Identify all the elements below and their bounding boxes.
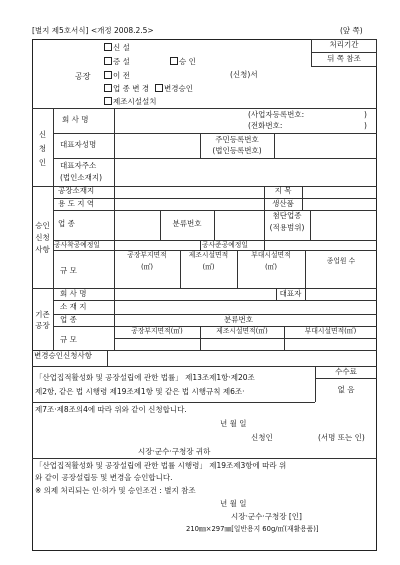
aux-area-unit: (㎡) (264, 263, 278, 271)
page-side-label: (앞 쪽) (340, 26, 363, 35)
representative-label: 대표자성명 (60, 140, 97, 149)
site-area-unit: (㎡) (140, 263, 154, 271)
approval-line-3: ※ 의제 처리되는 인·허가 및 승인조건 : 별지 참조 (35, 486, 196, 495)
mfg-area-unit: (㎡) (202, 263, 215, 271)
checkbox[interactable] (104, 97, 112, 105)
processing-period-value: 뒤 쪽 참조 (327, 54, 361, 63)
resident-id-label: 주민등록번호 (215, 135, 259, 144)
checkbox[interactable] (104, 57, 112, 65)
declaration-line-1: 「산업집적활성화 및 공장설립에 관한 법률」 제13조제1항·제20조 (35, 373, 255, 382)
existing-factory-section-label: 기존 공장 (35, 310, 50, 330)
fee-value: 없 음 (337, 385, 355, 394)
construction-end-label: 공사준공예정일 (202, 241, 248, 249)
factory-location-label: 공장소재지 (58, 186, 95, 195)
existing-classification-label: 분류번호 (224, 315, 253, 324)
existing-site-area-label: 공장부지면적(㎡) (131, 327, 183, 335)
checkbox[interactable] (104, 43, 112, 51)
employees-label: 종업원 수 (326, 257, 356, 265)
paper-spec-footer: 210㎜×297㎜[일반용지 60g/㎡(재활용품)] (186, 525, 319, 533)
product-label: 생산품 (272, 199, 294, 208)
mfg-area-label: 제조시설면적 (188, 251, 229, 259)
approval-issuer: 시장·군수·구청장 [인] (231, 512, 302, 521)
applicable-range-label: (적용범위) (269, 223, 305, 232)
processing-period-label: 처리기간 (329, 40, 359, 49)
option-relocate[interactable]: 이 전 (104, 71, 130, 81)
corp-id-label: (법인등록번호) (212, 146, 262, 155)
declaration-line-3: 제7조·제8조의4에 따라 위와 같이 신청합니다. (35, 405, 187, 414)
site-area-label: 공장부지면적 (127, 251, 167, 259)
construction-start-label: 공사착공예정일 (54, 241, 100, 249)
approval-line-1: 「산업집적활성화 및 공장설립에 관한 법률 시행령」 제19조제3항에 따라 위 (35, 461, 287, 470)
approval-section-label: 승인 신청 사항 (35, 221, 50, 254)
option-approve[interactable]: 승 인 (170, 57, 196, 67)
classification-label: 분류번호 (172, 219, 202, 228)
existing-aux-area-label: 부대시설면적(㎡) (304, 327, 357, 335)
form-number: [별지 제5호서식] <개정 2008.2.5> (32, 26, 154, 35)
corp-address-label: (법인소재지) (60, 173, 103, 182)
zoning-label: 용 도 지 역 (58, 199, 95, 208)
approval-date: 년 월 일 (220, 499, 247, 508)
applicant-section-label: 신 청 인 (38, 130, 47, 167)
existing-company-label: 회 사 명 (60, 289, 87, 298)
applicant-signature-label: 신청인 (251, 433, 273, 442)
approval-line-2: 와 같이 공장설립등 및 변경을 승인합니다. (35, 473, 173, 482)
sign-or-seal: (서명 또는 인) (318, 433, 365, 442)
title-suffix: (신청)서 (230, 70, 258, 79)
option-new[interactable]: 신 설 (104, 43, 130, 53)
biz-reg-label: (사업자등록번호: (248, 110, 305, 119)
close-paren: ) (364, 121, 367, 130)
land-category-label: 지 목 (274, 186, 292, 195)
declaration-line-2: 제2항, 같은 법 시행령 제19조제1항 및 같은 법 시행규칙 제6조· (35, 387, 245, 396)
checkbox[interactable] (155, 84, 163, 92)
industry-label: 업 종 (58, 219, 75, 228)
title-prefix: 공장 (75, 72, 91, 81)
existing-industry-label: 업 종 (60, 315, 77, 324)
option-expand[interactable]: 증 설 (104, 57, 130, 67)
option-change-approval[interactable]: 변경승인 (155, 84, 193, 94)
hightech-label: 첨단업종 (272, 211, 302, 220)
existing-representative-label: 대표자 (279, 289, 302, 298)
phone-label: (전화번호: (248, 121, 283, 130)
existing-location-label: 소 재 지 (60, 302, 87, 311)
existing-mfg-area-label: 제조시설면적(㎡) (216, 327, 268, 335)
aux-area-label: 부대시설면적 (251, 251, 291, 259)
declaration-date: 년 월 일 (220, 419, 247, 428)
checkbox[interactable] (104, 71, 112, 79)
existing-scale-label: 규 모 (60, 335, 77, 344)
close-paren: ) (364, 110, 367, 119)
option-industry-change[interactable]: 업 종 변 경 (104, 84, 149, 94)
company-name-label: 회 사 명 (62, 115, 89, 124)
checkbox[interactable] (170, 57, 178, 65)
checkbox[interactable] (104, 84, 112, 92)
change-items-label: 변경승인신청사항 (34, 351, 92, 360)
rep-address-label: 대표자주소 (60, 161, 97, 170)
addressee: 시장·군수·구청장 귀하 (138, 447, 211, 456)
fee-label: 수수료 (335, 367, 357, 376)
option-facility-install[interactable]: 제조시설설치 (104, 97, 156, 107)
scale-label: 규 모 (60, 266, 77, 275)
